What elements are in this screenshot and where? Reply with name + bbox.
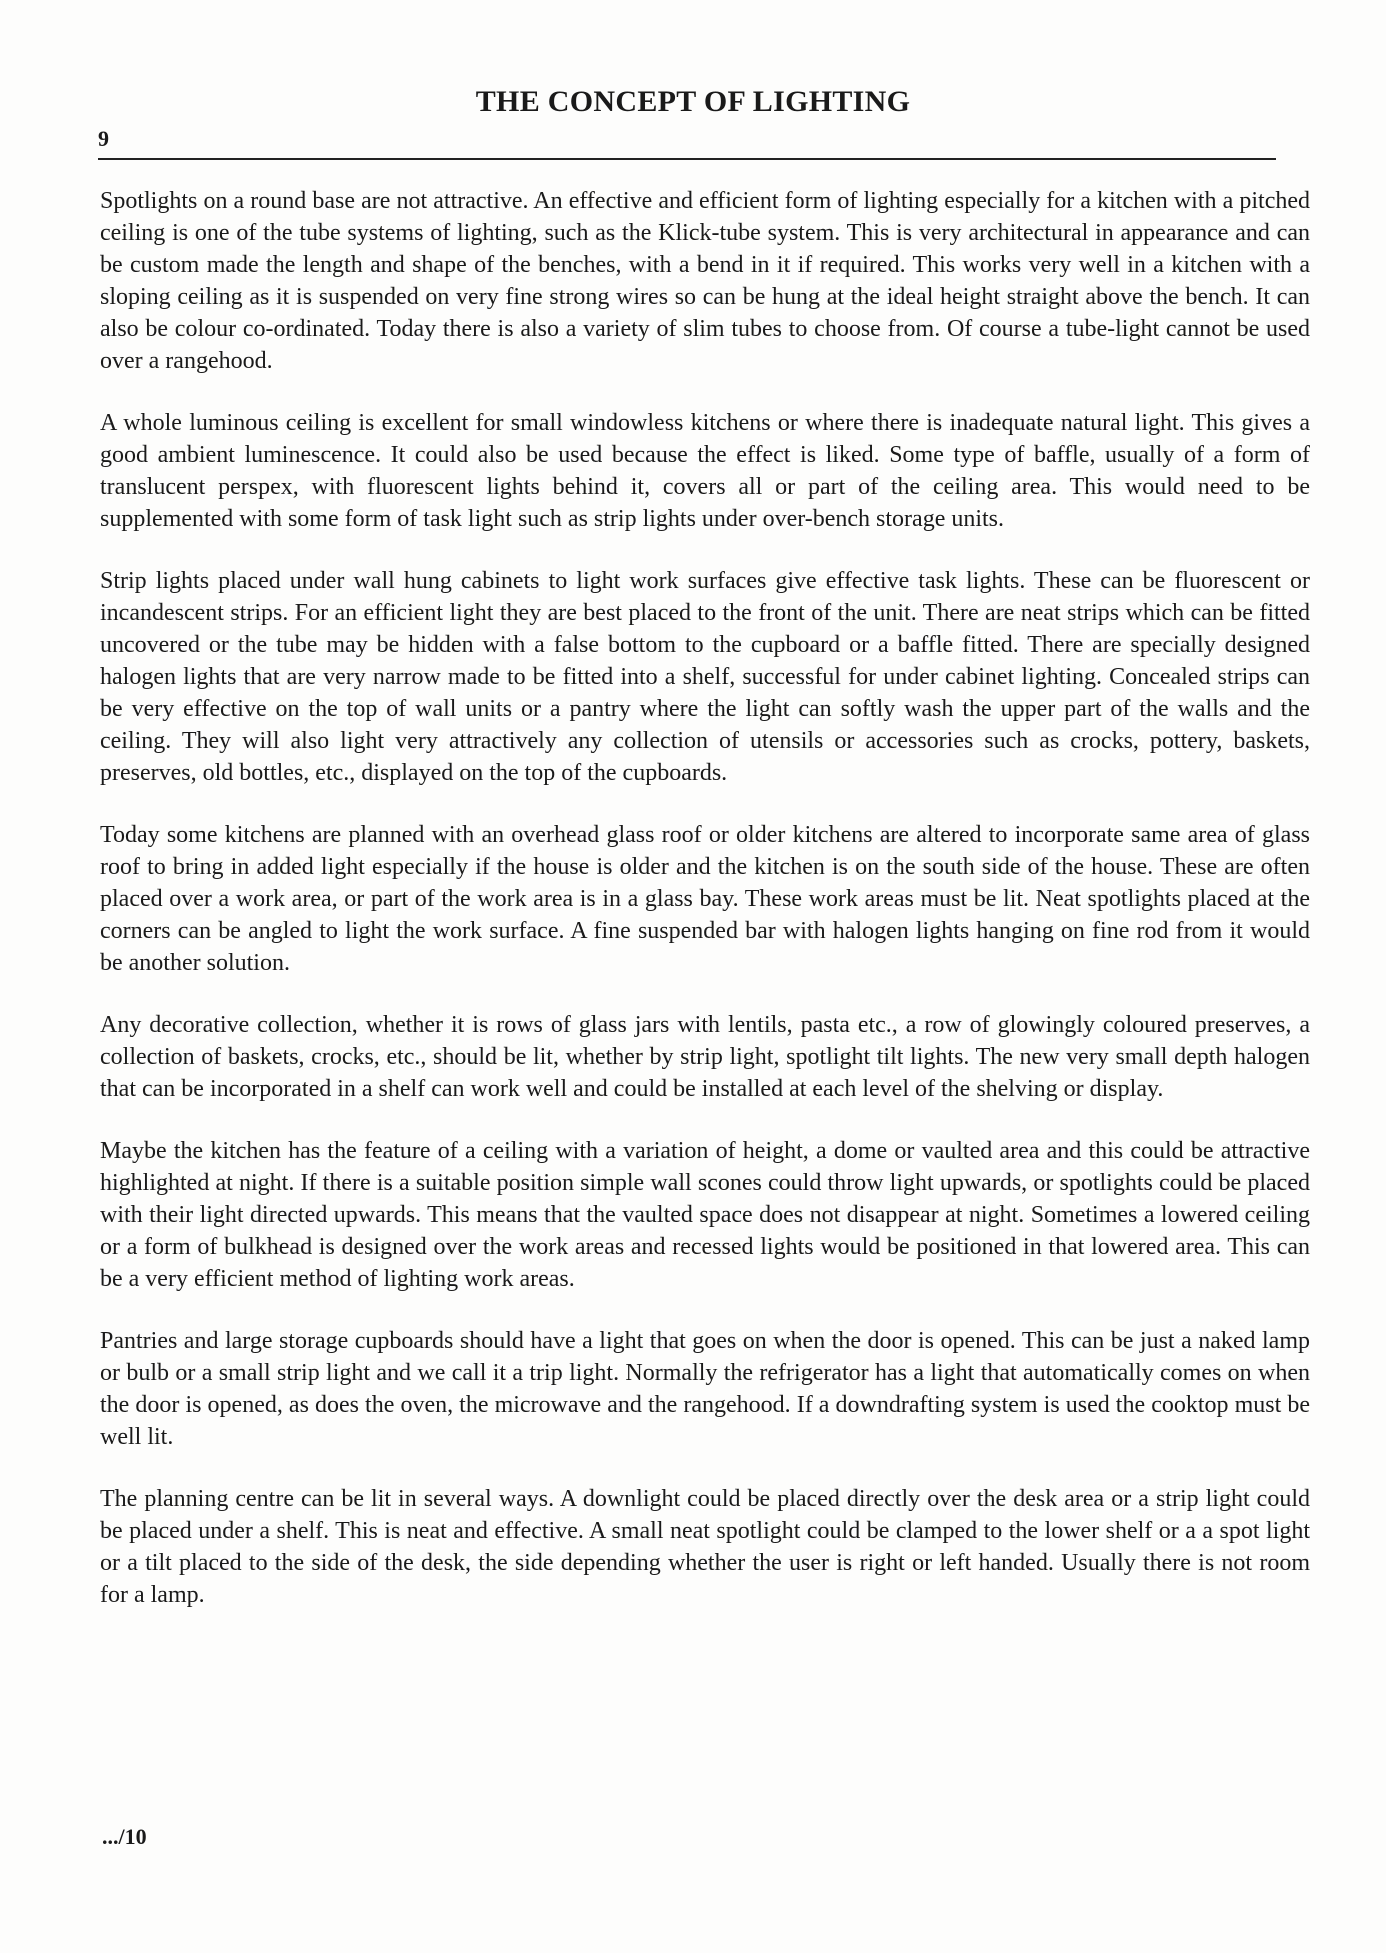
page-number: 9 [98,126,109,151]
document-body [100,185,1310,1641]
paragraph-glass-roof: Today some kitchens are planned with an overhead glass roof or older kitchens are altered to incorporate same area of glass roof to bring in added light especially if the house is older and the kitchen is on the south side of the house. These are often placed over a work area, or part of the work area is in a glass bay. These work areas must be lit. Neat spotlights placed at the corners can be angled to light the work surface. A fine suspended bar with halogen lights hanging on fine rod from it would be another solution. [100,822,1310,976]
continuation-marker: .../10 [102,1824,147,1849]
paragraph-pantries: Pantries and large storage cupboards should have a light that goes on when the door is opened. This can be just a naked lamp or bulb or a small strip light and we call it a trip light. Normally the refrigerator has a light that automatically comes on when the door is opened, as does the oven, the microwave and the rangehood. If a downdrafting system is used the cooktop must be well lit. [100,1328,1310,1450]
paragraph-planning-centre: The planning centre can be lit in several ways. A downlight could be placed directly over the desk area or a strip light could be placed under a shelf. This is neat and effective. A small neat spotlight could be clamped to the lower shelf or a a spot light or a tilt placed to the side of the desk, the side depending whether the user is right or left handed. Usually there is not room for a lamp. [100,1486,1310,1608]
paragraph-strip-lights: Strip lights placed under wall hung cabinets to light work surfaces give effective task lights. These can be fluorescent or incandescent strips. For an efficient light they are best placed to the front of the unit. There are neat strips which can be fitted uncovered or the tube may be hidden with a false bottom to the cupboard or a baffle fitted. There are specially designed halogen lights that are very narrow made to be fitted into a shelf, successful for under cabinet lighting. Concealed strips can be very effective on the top of wall units or a pantry where the light can softly wash the upper part of the walls and the ceiling. They will also light very attractively any collection of utensils or accessories such as crocks, pottery, baskets, preserves, old bottles, etc., displayed on the top of the cupboards. [100,568,1310,786]
paragraph-luminous-ceiling: A whole luminous ceiling is excellent for small windowless kitchens or where there is inadequate natural light. This gives a good ambient luminescence. It could also be used because the effect is liked. Some type of baffle, usually of a form of translucent perspex, with fluorescent lights behind it, covers all or part of the ceiling area. This would need to be supplemented with some form of task light such as strip lights under over-bench storage units. [100,410,1310,532]
header-rule [98,158,1276,160]
paragraph-decorative-collection: Any decorative collection, whether it is rows of glass jars with lentils, pasta etc., a row of glowingly coloured preserves, a collection of baskets, crocks, etc., should be lit, whether by strip light, spotlight tilt lights. The new very small depth halogen that can be incorporated in a shelf can work well and could be installed at each level of the shelving or display. [100,1012,1310,1102]
page-title: THE CONCEPT OF LIGHTING [475,85,911,118]
paragraph-vaulted-ceiling: Maybe the kitchen has the feature of a ceiling with a variation of height, a dome or vaulted area and this could be attractive highlighted at night. If there is a suitable position simple wall scones could throw light upwards, or spotlights could be placed with their light directed upwards. This means that the vaulted space does not disappear at night. Sometimes a lowered ceiling or a form of bulkhead is designed over the work areas and recessed lights would be positioned in that lowered area. This can be a very efficient method of lighting work areas. [100,1138,1310,1292]
paragraph-tube-lighting: Spotlights on a round base are not attractive. An effective and efficient form of lighting especially for a kitchen with a pitched ceiling is one of the tube systems of lighting, such as the Klick-tube system. This is very architectural in appearance and can be custom made the length and shape of the benches, with a bend in it if required. This works very well in a kitchen with a sloping ceiling as it is suspended on very fine strong wires so can be hung at the ideal height straight above the bench. It can also be colour co-ordinated. Today there is also a variety of slim tubes to choose from. Of course a tube-light cannot be used over a rangehood. [100,188,1310,374]
